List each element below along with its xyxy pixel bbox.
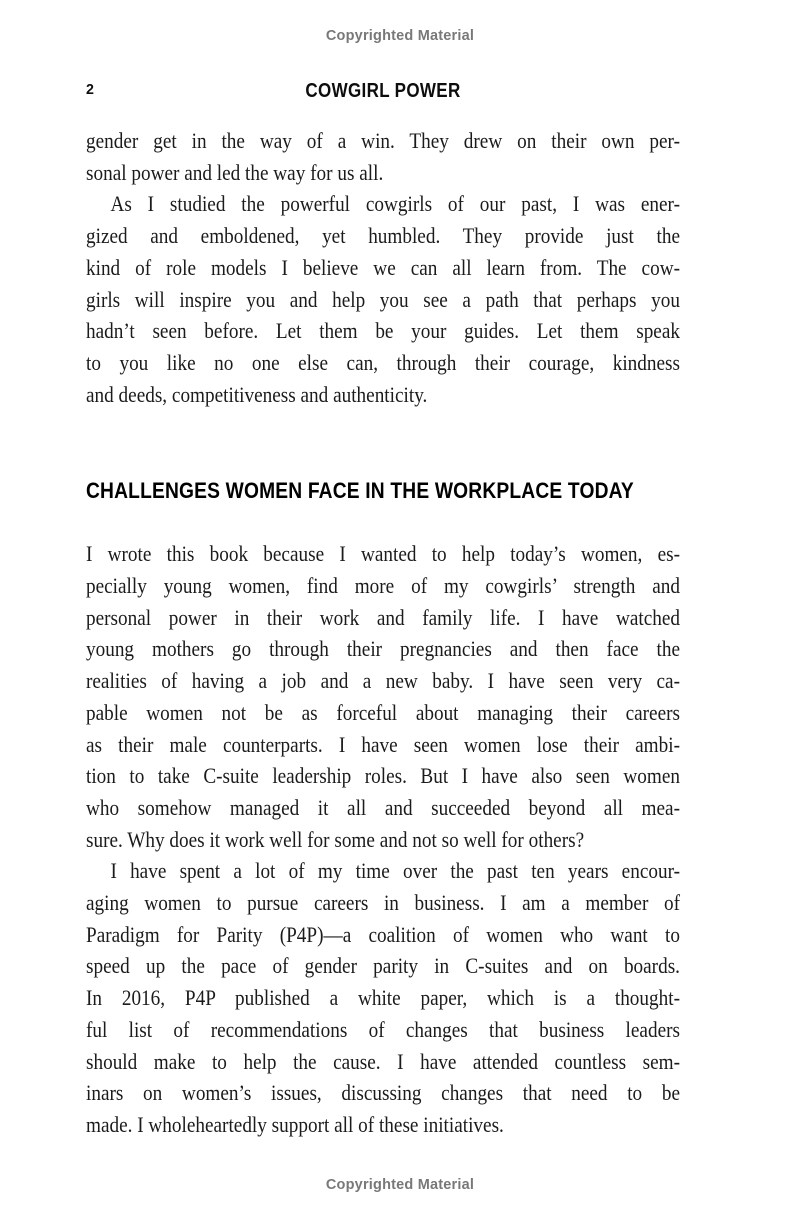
text-line: should make to help the cause. I have attended countless sem- xyxy=(86,1048,680,1074)
text-line: aging women to pursue careers in business. I am a member of xyxy=(86,890,680,916)
content-blocks xyxy=(86,125,680,1141)
text-line: girls will inspire you and help you see a path that perhaps you xyxy=(86,286,680,312)
text-line: I have spent a lot of my time over the past ten years encour- xyxy=(110,858,680,884)
paragraph xyxy=(86,125,680,188)
text-line: Paradigm for Parity (P4P)—a coalition of women who want to xyxy=(86,921,680,947)
running-header-title: COWGIRL POWER xyxy=(305,80,461,102)
text-line: pecially young women, find more of my cowgirls’ strength and xyxy=(86,573,680,599)
paragraph xyxy=(86,188,680,410)
text-line: In 2016, P4P published a white paper, which is a thought- xyxy=(86,985,680,1011)
text-line: hadn’t seen before. Let them be your guides. Let them speak xyxy=(86,318,680,344)
text-line: sonal power and led the way for us all. xyxy=(86,159,384,185)
text-line: as their male counterparts. I have seen women lose their ambi- xyxy=(86,731,680,757)
text-line: who somehow managed it all and succeeded beyond all mea- xyxy=(86,794,680,820)
text-line: to you like no one else can, through their courage, kindness xyxy=(86,349,680,375)
section-heading: CHALLENGES WOMEN FACE IN THE WORKPLACE TODAY xyxy=(86,478,634,504)
text-line: realities of having a job and a new baby. I have seen very ca- xyxy=(86,668,680,694)
page-number: 2 xyxy=(86,81,94,98)
text-line: speed up the pace of gender parity in C-suites and on boards. xyxy=(86,953,680,979)
text-line: and deeds, competitiveness and authenticity. xyxy=(86,381,428,407)
text-line: ful list of recommendations of changes that business leaders xyxy=(86,1016,680,1042)
text-line: gender get in the way of a win. They drew on their own per- xyxy=(86,128,680,153)
text-line: As I studied the powerful cowgirls of our past, I was ener- xyxy=(110,191,680,217)
text-line: personal power in their work and family life. I have watched xyxy=(86,604,680,630)
copyright-notice-top: Copyrighted Material xyxy=(325,28,475,44)
text-line: young mothers go through their pregnancies and then face the xyxy=(86,636,680,662)
text-line: kind of role models I believe we can all learn from. The cow- xyxy=(86,254,680,280)
running-header xyxy=(86,80,680,102)
text-line: I wrote this book because I wanted to help today’s women, es- xyxy=(86,541,680,567)
text-line: made. I wholeheartedly support all of these initiatives. xyxy=(86,1111,504,1137)
text-line: pable women not be as forceful about managing their careers xyxy=(86,699,680,725)
text-line: gized and emboldened, yet humbled. They provide just the xyxy=(86,223,680,249)
copyright-notice-bottom: Copyrighted Material xyxy=(325,1177,475,1193)
paragraph xyxy=(86,538,680,855)
text-line: sure. Why does it work well for some and not so well for others? xyxy=(86,826,585,852)
text-line: tion to take C-suite leadership roles. But I have also seen women xyxy=(86,763,680,789)
paragraph xyxy=(86,855,680,1140)
text-line: inars on women’s issues, discussing changes that need to be xyxy=(86,1080,680,1106)
